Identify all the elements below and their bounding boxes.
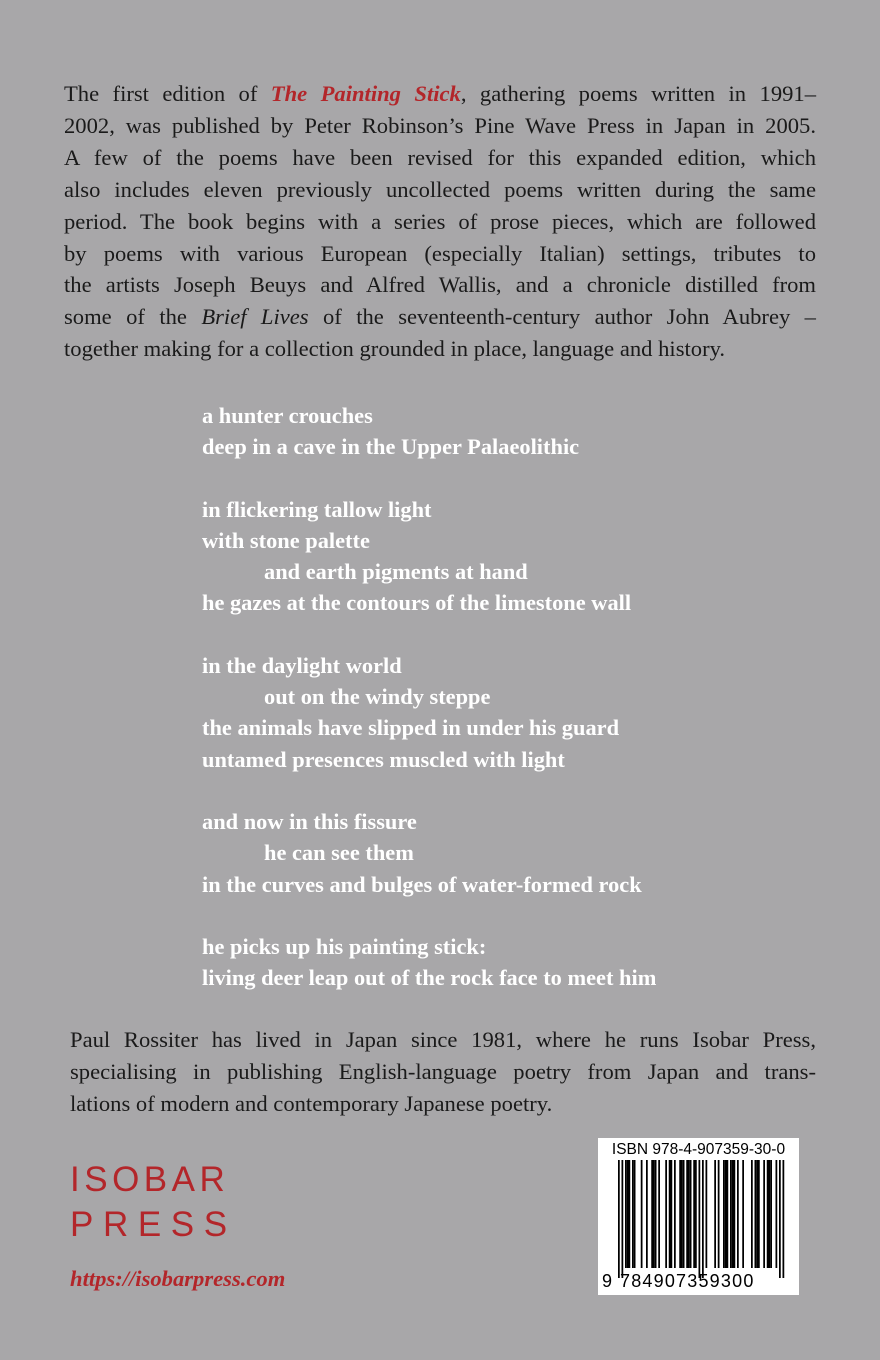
author-bio xyxy=(70,1024,816,1120)
brief-lives-title: Brief Lives xyxy=(201,304,309,330)
barcode-bar xyxy=(690,1160,692,1268)
description-line: by poems with various European (especially Italian) settings, tributes to xyxy=(64,240,816,266)
book-description xyxy=(64,78,816,365)
poem-excerpt xyxy=(202,400,822,1025)
description-line: some of the Brief Lives of the seventeenth-century author John Aubrey – xyxy=(64,304,816,330)
barcode-bar xyxy=(681,1160,683,1268)
barcode-bar xyxy=(646,1160,648,1268)
isbn-barcode xyxy=(598,1138,799,1295)
description-line: period. The book begins with a series of prose pieces, which are followed xyxy=(64,208,816,234)
poem-line-indented: he can see them xyxy=(264,840,414,866)
bio-line: Paul Rossiter has lived in Japan since 1981, where he runs Isobar Press, xyxy=(70,1027,816,1052)
barcode-bar xyxy=(769,1160,771,1268)
barcode-bar xyxy=(629,1160,631,1268)
barcode-bar xyxy=(730,1160,732,1268)
barcode-guard-bar xyxy=(702,1160,704,1278)
poem-line: the animals have slipped in under his guard xyxy=(202,715,620,741)
poem-line-indented: and earth pigments at hand xyxy=(264,559,528,585)
barcode-bar xyxy=(732,1160,734,1268)
barcode-bar xyxy=(627,1160,629,1268)
barcode-bar xyxy=(770,1160,772,1268)
barcode-guard-bar xyxy=(618,1160,620,1278)
poem-line: living deer leap out of the rock face to meet him xyxy=(202,965,657,991)
book-title: The Painting Stick xyxy=(270,81,461,106)
barcode-bar xyxy=(655,1160,657,1268)
barcode-guard-bar xyxy=(779,1160,781,1278)
poem-line: deep in a cave in the Upper Palaeolithic xyxy=(202,434,580,460)
barcode-bar xyxy=(674,1160,676,1268)
poem-line: and now in this fissure xyxy=(202,809,417,835)
barcode-bar xyxy=(658,1160,660,1268)
bio-line: lations of modern and contemporary Japanese poetry. xyxy=(70,1090,553,1116)
description-line: 2002, was published by Peter Robinson’s Pine Wave Press in Japan in 2005. xyxy=(64,112,816,138)
poem-stanza xyxy=(202,494,822,619)
barcode-bar xyxy=(688,1160,690,1268)
barcode-bar xyxy=(625,1160,627,1268)
logo-line-press: PRESS xyxy=(70,1205,237,1244)
barcode-bar xyxy=(751,1160,753,1268)
logo-line-isobar: ISOBAR xyxy=(70,1160,230,1199)
barcode-bar xyxy=(767,1160,769,1268)
barcode-bar xyxy=(653,1160,655,1268)
poem-line-indented: out on the windy steppe xyxy=(264,684,491,710)
poem-stanza xyxy=(202,931,822,993)
poem-line: a hunter crouches xyxy=(202,403,373,428)
barcode-bar xyxy=(669,1160,671,1268)
barcode-bar xyxy=(737,1160,739,1268)
poem-line: untamed presences muscled with light xyxy=(202,746,565,772)
barcode-bar xyxy=(723,1160,725,1268)
barcode-bar xyxy=(665,1160,667,1268)
barcode-first-digit: 9 xyxy=(602,1271,613,1291)
description-line: also includes eleven previously uncollected poems written during the same xyxy=(64,176,816,202)
poem-line: he gazes at the contours of the limestone wall xyxy=(202,590,632,616)
barcode-bar xyxy=(756,1160,758,1268)
barcode-bar xyxy=(706,1160,708,1268)
barcode-digit-groups: 784907359300 xyxy=(620,1271,755,1291)
poem-line: in flickering tallow light xyxy=(202,496,432,522)
barcode-bar xyxy=(727,1160,729,1268)
barcode-bar xyxy=(683,1160,685,1268)
barcode-bar xyxy=(686,1160,688,1268)
barcode-bar xyxy=(634,1160,636,1268)
barcode-bar xyxy=(758,1160,760,1268)
description-line: together making for a collection grounded in place, language and history. xyxy=(64,336,726,362)
barcode-guard-bar xyxy=(699,1160,701,1278)
poem-line: in the curves and bulges of water-formed rock xyxy=(202,871,642,897)
barcode-bar xyxy=(755,1160,757,1268)
barcode-bar xyxy=(641,1160,643,1268)
poem-stanza xyxy=(202,650,822,775)
barcode-guard-bar xyxy=(622,1160,624,1278)
description-line: the artists Joseph Beuys and Alfred Wallis, and a chronicle distilled from xyxy=(64,272,816,298)
poem-stanza xyxy=(202,806,822,900)
publisher-logo xyxy=(70,1157,237,1247)
description-line: A few of the poems have been revised for this expanded edition, which xyxy=(64,144,816,170)
barcode-bar xyxy=(776,1160,778,1268)
barcode-bar xyxy=(714,1160,716,1268)
bio-line: specialising in publishing English-language poetry from Japan and trans- xyxy=(70,1058,816,1084)
barcode-bar xyxy=(742,1160,744,1268)
publisher-url[interactable]: https://isobarpress.com xyxy=(70,1266,286,1291)
isbn-label: ISBN 978-4-907359-30-0 xyxy=(611,1141,786,1158)
barcode-bar xyxy=(671,1160,673,1268)
barcode-bar xyxy=(693,1160,695,1268)
barcode-guard-bar xyxy=(783,1160,785,1278)
barcode-bar xyxy=(725,1160,727,1268)
poem-line: in the daylight world xyxy=(202,653,402,678)
poem-line: he picks up his painting stick: xyxy=(202,934,487,960)
barcode-bar xyxy=(695,1160,697,1268)
barcode-bar xyxy=(632,1160,634,1268)
barcode-bar xyxy=(763,1160,765,1268)
barcode-bar xyxy=(651,1160,653,1268)
poem-line: with stone palette xyxy=(202,528,370,553)
barcode-bar xyxy=(679,1160,681,1268)
barcode-bar xyxy=(718,1160,720,1268)
poem-stanza xyxy=(202,400,822,462)
barcode-bar xyxy=(734,1160,736,1268)
description-line: The first edition of The Painting Stick, gathering poems written in 1991– xyxy=(64,81,817,106)
